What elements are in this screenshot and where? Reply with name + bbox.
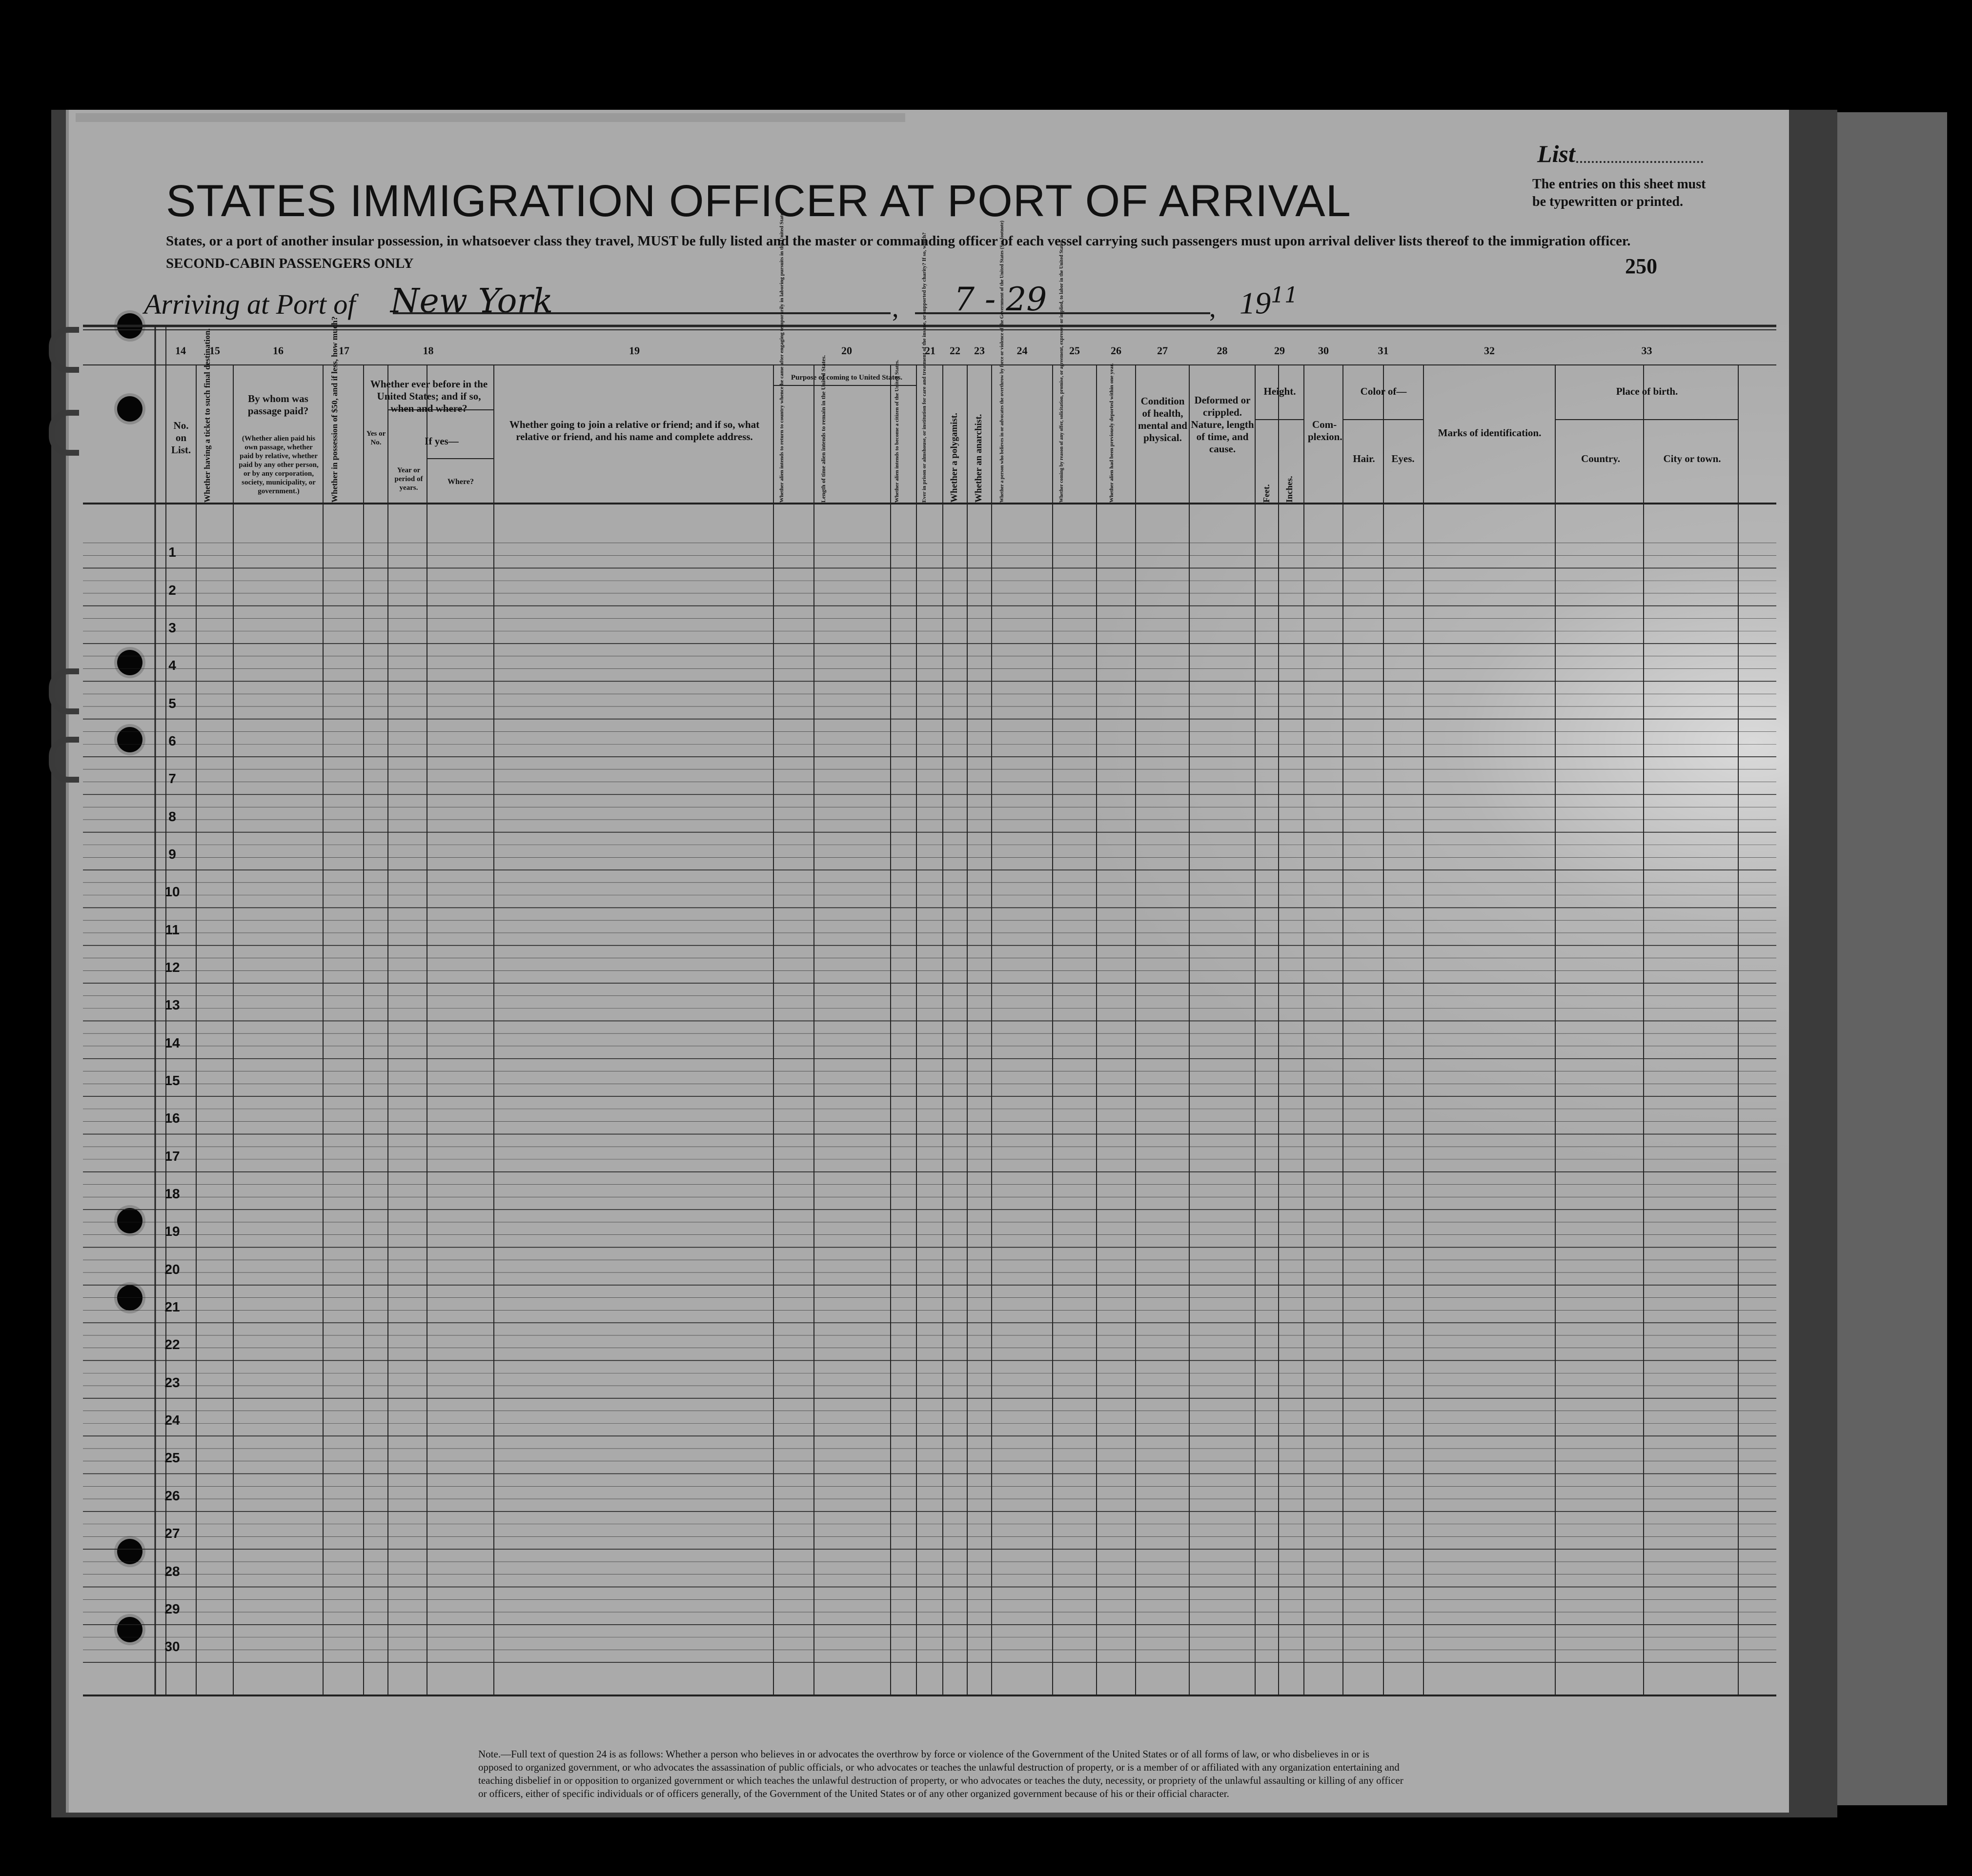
header-height: Height.: [1263, 385, 1296, 397]
row-number: 6: [168, 733, 176, 749]
row-number: 21: [164, 1299, 180, 1315]
col-num-22: 22: [950, 344, 960, 357]
header-passage-paid-note: (Whether alien paid his own passage, whether paid by relative, whether paid by any other person, or by any corporation, society, municipality, or government.): [239, 435, 319, 495]
header-deported: Whether alien had been previously deported within one year.: [1109, 363, 1115, 503]
col-num-19: 19: [629, 344, 640, 357]
col-num-20: 20: [841, 344, 852, 357]
row-number: 22: [164, 1337, 180, 1352]
arriving-label: Arriving at Port of: [144, 288, 356, 320]
header-purpose-c: Whether alien intends to become a citizen of the United States.: [894, 360, 900, 503]
row-number: 19: [164, 1224, 180, 1239]
header-overthrow: Whether a person who believes in or advocates the overthrow by force or violence of the Government of the United States (See footnote): [999, 221, 1005, 503]
header-if-yes: If yes—: [425, 435, 459, 447]
header-prison: Ever in prison or almshouse, or institution for care and treatment of the insane, or supported by charity? If so, which?: [921, 232, 927, 503]
year-handwritten: 11: [1271, 283, 1298, 308]
note-line-1: The entries on this sheet must: [1532, 177, 1706, 192]
row-number: 18: [164, 1186, 180, 1202]
header-polygamist: Whether a polygamist.: [949, 413, 959, 503]
port-handwritten: New York: [390, 282, 553, 321]
list-label: List: [1537, 140, 1575, 167]
row-number: 25: [164, 1450, 180, 1466]
header-no-on-list: No. on List.: [171, 420, 191, 456]
col-num-33: 33: [1641, 344, 1652, 357]
row-number: 3: [168, 620, 176, 636]
page-title: STATES IMMIGRATION OFFICER AT PORT OF ARRIVAL: [166, 176, 1351, 226]
header-passage-paid: By whom was passage paid?: [247, 393, 309, 417]
row-number: 16: [164, 1110, 180, 1126]
col-num-31: 31: [1378, 344, 1389, 357]
comma: ,: [1209, 293, 1216, 323]
cabin-class: SECOND-CABIN PASSENGERS ONLY: [166, 256, 414, 271]
row-number: 13: [164, 997, 180, 1013]
header-where: Where?: [447, 478, 474, 486]
col-num-27: 27: [1157, 344, 1168, 357]
row-number: 26: [164, 1488, 180, 1503]
row-number: 20: [164, 1261, 180, 1277]
header-city: City or town.: [1663, 453, 1721, 464]
row-number: 2: [168, 582, 176, 598]
row-number: 4: [168, 658, 176, 673]
year-prefix: 19: [1240, 285, 1271, 321]
header-color-of: Color of—: [1360, 385, 1407, 397]
row-number: 30: [164, 1639, 180, 1654]
col-num-25: 25: [1069, 344, 1080, 357]
col-num-24: 24: [1016, 344, 1028, 357]
instructions: States, or a port of another insular possession, in whatsoever class they travel, MUST be fully listed and the master or commanding officer of each vessel carrying such passengers must upon arrival deliver lists thereof to the immigration officer.: [166, 233, 1631, 249]
sheet-number: 250: [1625, 254, 1657, 278]
row-number: 28: [164, 1563, 180, 1579]
row-number: 24: [164, 1412, 180, 1428]
header-country: Country.: [1581, 453, 1620, 464]
row-number: 27: [164, 1526, 180, 1541]
note-line-2: be typewritten or printed.: [1532, 194, 1683, 209]
header-feet: Feet.: [1261, 484, 1271, 503]
col-num-29: 29: [1274, 344, 1285, 357]
header-before-in-us: Whether ever before in the United States; and if so, when and where?: [370, 378, 488, 414]
header-marks: Marks of identification.: [1438, 427, 1542, 439]
header-inches: Inches.: [1284, 476, 1294, 503]
col-num-30: 30: [1318, 344, 1329, 357]
header-complexion: Com- plexion.: [1308, 419, 1342, 443]
col-num-17: 17: [339, 344, 349, 357]
date-handwritten: 7 - 29: [954, 281, 1047, 318]
header-anarchist: Whether an anarchist.: [974, 414, 984, 503]
col-num-32: 32: [1484, 344, 1495, 357]
header-eyes: Eyes.: [1391, 453, 1415, 464]
row-number: 15: [164, 1073, 180, 1089]
header-purpose: Purpose of coming to United States.: [791, 374, 903, 382]
header-labor-offer: Whether coming by reason of any offer, solicitation, promise, or agreement, expressed or implied, to labor in the United States.: [1059, 240, 1064, 503]
header-deformed: Deformed or crippled. Nature, length of time, and cause.: [1191, 394, 1254, 455]
col-num-21: 21: [925, 344, 935, 357]
col-num-15: 15: [209, 344, 220, 357]
row-number: 8: [168, 808, 176, 824]
col-num-26: 26: [1111, 344, 1121, 357]
row-number: 9: [168, 847, 176, 862]
header-yes-no: Yes or No.: [366, 430, 386, 446]
row-number: 1: [168, 545, 176, 560]
col-num-16: 16: [273, 344, 284, 357]
row-number: 12: [164, 960, 180, 975]
header-ticket: Whether having a ticket to such final destination.: [203, 328, 212, 503]
col-num-14: 14: [175, 344, 186, 357]
header-hair: Hair.: [1353, 453, 1375, 464]
comma: ,: [892, 293, 899, 323]
header-health: Condition of health, mental and physical.: [1138, 395, 1187, 444]
header-join-relative: Whether going to join a relative or friend; and if so, what relative or friend, and his name and complete address.: [509, 419, 760, 443]
header-purpose-a: Whether alien intends to return to country whence he came after engaging temporarily in laboring pursuits in the United States.: [779, 209, 785, 503]
col-num-18: 18: [423, 344, 434, 357]
row-number: 11: [165, 922, 180, 937]
row-number: 29: [164, 1601, 180, 1616]
header-place-of-birth: Place of birth.: [1616, 385, 1678, 397]
header-fifty-dollars: Whether in possession of $50, and if less, how much?: [330, 316, 339, 503]
col-num-28: 28: [1217, 344, 1228, 357]
col-num-23: 23: [974, 344, 985, 357]
row-number: 14: [164, 1035, 180, 1050]
header-purpose-b: Length of time alien intends to remain in the United States.: [820, 355, 827, 503]
row-number: 23: [164, 1374, 180, 1390]
footnote: Note.—Full text of question 24 is as follows: Whether a person who believes in or advocates the overthrow by force or violence of the Government of the United States or of all forms of law, or who disbelieves in or is opposed to organized government, or who advocates the assassination of public officials, or who advocates or teaches the unlawful destruction of property, or is a member of or affiliated with any organization entertaining and teaching disbelief in or opposition to organized government or which teaches the unlawful destruction of property, or who advocates or teaches the duty, necessity, or propriety of the unlawful assaulting or killing of any officer or officers, either of specific individuals or of officers generally, of the Government of the United States or of any other organized government because of his or their official character.: [478, 1748, 1403, 1799]
row-number: 7: [168, 771, 176, 787]
row-number: 17: [164, 1148, 180, 1164]
header-year-period: Year or period of years.: [394, 466, 423, 492]
row-number: 10: [164, 884, 180, 900]
row-number: 5: [168, 695, 176, 711]
